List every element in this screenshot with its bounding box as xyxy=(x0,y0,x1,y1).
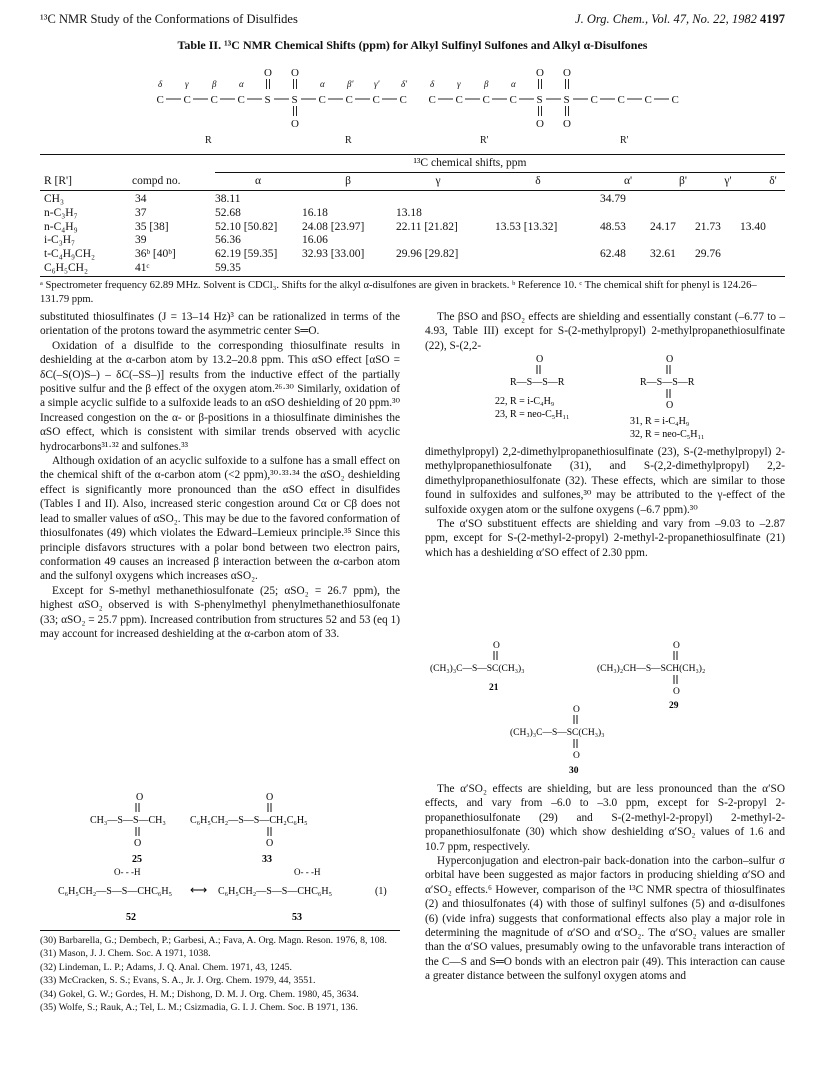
right-chain-atom-5: S xyxy=(563,94,570,106)
reference-item: (34) Gokel, G. W.; Gordes, H. M.; Dishong, D. M. J. Org. Chem. 1980, 45, 3634. xyxy=(40,988,359,1000)
label-22: 22, R = i-C₄H₉ xyxy=(495,396,555,407)
right-chain-atom-8: C xyxy=(644,94,652,106)
reference-item: (35) Wolfe, S.; Rauk, A.; Tel, L. M.; Csizmadia, G. I. J. Chem. Soc. B 1971, 136. xyxy=(40,1002,358,1014)
column-header: R [R'] xyxy=(44,175,72,187)
footnote-b: ᵇ Reference 10. xyxy=(512,280,577,291)
right-chain-o-bot-5: O xyxy=(563,118,571,130)
right-chain-o-bot-4: O xyxy=(536,118,544,130)
greek-right-2: β xyxy=(484,79,489,89)
num-53: 53 xyxy=(292,912,302,923)
table-cell: 52.10 [50.82] xyxy=(215,220,278,233)
greek-right-3: α xyxy=(511,79,516,89)
table-row-label: C₆H₅CH₂ xyxy=(44,262,88,274)
header-title: ¹³C NMR Study of the Conformations of Disulfides xyxy=(40,12,298,26)
right-paragraph-2: dimethylpropyl) 2,2-dimethylpropanethiosulfinate (23), S-(2-methylpropyl) 2-methylpropanethiosulfonate (31), and S-(2,2-dimethylpropyl) 2,2-dimethylpropanethiosulfonate (32). These effects, which are similar to those found in sulfoxides and sulfones,³⁰ may be attributed to the γ-effect of the sulfoxide oxygen atom or the sulfone oxygens (–6.7 ppm).³⁰ xyxy=(425,446,785,516)
table-cell: 36ᵇ [40ᵇ] xyxy=(135,248,176,261)
o-33-bot: O xyxy=(266,838,274,849)
reference-item: (31) Mason, J. J. Chem. Soc. A 1971, 1038. xyxy=(40,948,211,960)
column-header: α xyxy=(254,175,262,187)
num-30: 30 xyxy=(569,766,579,776)
right-chain-atom-9: C xyxy=(671,94,679,106)
table-cell: 52.68 xyxy=(215,206,241,219)
greek-left-4: α xyxy=(320,79,325,89)
page-number: 4197 xyxy=(760,12,785,26)
right-chem-22-31 xyxy=(425,352,785,442)
table-row-label: t-C₄H₉CH₂ xyxy=(44,248,96,261)
num-52: 52 xyxy=(126,912,136,923)
right-paragraph-1: The βSO and βSO₂ effects are shielding and essentially constant (–6.77 to –4.93, Table III) except for S-(2-methylpropyl) 2-methylpropanethiosulfinate (22), S-(2,2- xyxy=(425,311,785,352)
right-chain-atom-3: C xyxy=(509,94,517,106)
table-cell: 56.36 xyxy=(215,234,241,247)
table-cell: 48.53 xyxy=(600,220,626,233)
right-paragraph-5: Hyperconjugation and electron-pair back-donation into the carbon–sulfur σ orbital have been suggested as major factors in producing shielding α′SO and α′SO₂ effects.⁶ However, comparison of the ¹³C NMR spectra of thiosulfinates (2) and thiosulfonates (4) with those of sulfinyl sulfones (5) and α-disulfones (6) (vide infra) suggests that conformational effects also play a major role in determining the magnitude of α′SO and α′SO₂. The α′SO₂ values are smaller than the α′SO values, presumably owing to the unfavorable trans interaction of the C—S and S═O bonds with an electron pair (49). This interaction can cause a greater distance between the sulfonyl oxygen atoms and xyxy=(425,855,785,983)
table-cell: 39 xyxy=(135,234,147,247)
table-cell: 41ᶜ xyxy=(135,262,150,274)
num-33: 33 xyxy=(262,854,272,865)
o-25-top: O xyxy=(136,792,144,803)
table-cell: 16.18 xyxy=(302,206,328,219)
right-chain-o-top-4: O xyxy=(536,67,544,79)
column-header: compd no. xyxy=(132,175,181,187)
oh-52: O- - -H xyxy=(114,867,141,877)
left-chain-atom-9: C xyxy=(399,94,407,106)
column-header: α' xyxy=(623,175,633,187)
column-header: δ' xyxy=(769,175,777,187)
o-25-bot: O xyxy=(134,838,142,849)
table-cell: 21.73 xyxy=(695,220,721,233)
right-chain-atom-6: C xyxy=(590,94,598,106)
left-chain-atom-6: C xyxy=(318,94,326,106)
right-chain-atom-2: C xyxy=(482,94,490,106)
mol-29: (CH₃)₂CH—S—SCH(CH₃)₂ xyxy=(597,664,706,674)
left-chain-atom-3: C xyxy=(237,94,245,106)
table-cell: 37 xyxy=(135,206,147,219)
table-cell: 35 [38] xyxy=(135,220,169,233)
header-journal: J. Org. Chem., Vol. 47, No. 22, 1982 4197 xyxy=(575,12,785,26)
resonance-arrow: ⟷ xyxy=(190,883,208,897)
footnote-a: ᵃ Spectrometer frequency 62.89 MHz. Solvent is CDCl₃. Shifts for the alkyl α-disulfones are given in brackets. xyxy=(40,280,510,291)
table-cell: 24.08 [23.97] xyxy=(302,220,365,233)
eq-number: (1) xyxy=(375,886,387,897)
left-chain-atom-2: C xyxy=(210,94,218,106)
right-chain-atom-7: C xyxy=(617,94,625,106)
left-chain-atom-0: C xyxy=(156,94,164,106)
label-31: 31, R = i-C₄H₉ xyxy=(630,416,690,427)
column-header: β xyxy=(345,175,351,187)
running-header xyxy=(40,12,785,30)
right-chem-21-29-30 xyxy=(425,638,785,776)
left-chain-atom-8: C xyxy=(372,94,380,106)
greek-right-0: δ xyxy=(430,79,435,89)
greek-left-7: δ' xyxy=(401,79,408,89)
footnote-c: ᶜ The chemical shift for phenyl is 124.26–131.79 ppm. xyxy=(40,280,757,305)
greek-left-3: α xyxy=(239,79,244,89)
o-33-top: O xyxy=(266,792,274,803)
table-cell: 13.18 xyxy=(396,206,422,219)
greek-left-1: γ xyxy=(185,79,189,89)
right-chem-svg-2 xyxy=(425,638,785,776)
o-30-bot: O xyxy=(573,751,580,761)
greek-left-2: β xyxy=(212,79,217,89)
o-31-top: O xyxy=(666,354,674,365)
group-header: ¹³C chemical shifts, ppm xyxy=(413,157,527,169)
label-32: 32, R = neo-C₅H₁₁ xyxy=(630,429,705,440)
greek-left-6: γ' xyxy=(374,79,380,89)
greek-right-1: γ xyxy=(457,79,461,89)
right-column-top xyxy=(425,310,785,353)
table-cell: 13.53 [13.32] xyxy=(495,220,558,233)
column-header: γ xyxy=(435,175,441,187)
table-row-label: n-C₄H₉ xyxy=(44,220,78,233)
left-paragraph-2: Oxidation of a disulfide to the corresponding thiosulfinate results in deshielding at the α-carbon atom by 13.2–20.8 ppm. This αSO effect [αSO = δC(–S(O)S–) – δC(–SS–)] results from the inductive effect of the partially positive sulfur and the β effect of the oxygen atom.²⁶·³⁰ Similarly, oxidation of a simple acyclic sulfide to a sulfoxide leads to an αSO deshielding of 20 ppm.³⁰ Increased congestion on the α- or β-positions in a thiosulfinate diminishes the αSO effect, which is consistent with similar trends observed with acyclic hydrocarbons³¹·³² and sulfones.³³ xyxy=(40,339,400,453)
struct-label-r1: R xyxy=(205,135,212,146)
data-table xyxy=(40,154,785,274)
left-chain-o-top-4: O xyxy=(264,67,272,79)
table-cell: 34 xyxy=(135,193,147,205)
reference-item: (33) McCracken, S. S.; Evans, S. A., Jr. J. Org. Chem. 1979, 44, 3551. xyxy=(40,975,316,987)
table-cell: 16.06 xyxy=(302,234,328,247)
structure-diagrams xyxy=(40,55,785,155)
right-chain-atom-0: C xyxy=(428,94,436,106)
table-structures xyxy=(40,55,785,155)
num-25: 25 xyxy=(132,854,142,865)
o-29-top: O xyxy=(673,641,680,651)
table-cell: 29.96 [29.82] xyxy=(396,248,459,261)
left-chem-figures xyxy=(40,790,400,925)
oh-53: O- - -H xyxy=(294,867,321,877)
table-cell: 22.11 [21.82] xyxy=(396,220,458,233)
right-chain-o-top-5: O xyxy=(563,67,571,79)
mol-25: CH₃—S—S—CH₃ xyxy=(90,815,166,826)
column-header: β' xyxy=(679,175,687,187)
table-cell: 24.17 xyxy=(650,220,676,233)
right-chain-atom-1: C xyxy=(455,94,463,106)
greek-left-5: β' xyxy=(347,79,354,89)
table-cell: 13.40 xyxy=(740,220,766,233)
mol-52: C₆H₅CH₂—S—S—CHC₆H₅ xyxy=(58,886,173,897)
table-cell: 34.79 xyxy=(600,193,626,205)
o-29-bot: O xyxy=(673,687,680,697)
right-column-mid xyxy=(425,445,785,560)
column-header: δ xyxy=(535,175,541,187)
left-chain-atom-7: C xyxy=(345,94,353,106)
reference-item: (30) Barbarella, G.; Dembech, P.; Garbesi, A.; Fava, A. Org. Magn. Reson. 1976, 8, 108. xyxy=(40,935,388,946)
mol-21: (CH₃)₃C—S—SC(CH₃)₃ xyxy=(430,664,525,674)
mol-30: (CH₃)₃C—S—SC(CH₃)₃ xyxy=(510,728,605,738)
left-chain-o-bot-5: O xyxy=(291,118,299,130)
table-cell: 38.11 xyxy=(215,193,241,205)
table-cell: 32.61 xyxy=(650,248,676,261)
left-chain-atom-5: S xyxy=(291,94,298,106)
right-chem-svg-1 xyxy=(425,352,785,442)
right-paragraph-4: The α′SO₂ effects are shielding, but are less pronounced than the α′SO effects, and vary from –6.0 to –3.0 ppm, except for S-2-propyl 2-propanethiosulfonate (29) and S-(2-methyl-2-propyl) 2-methyl-2-propanethiosulfonate (30) which show deshielding α′SO₂ values of 1.6 and 10.7 ppm, respectively. xyxy=(425,783,785,853)
table-cell: 29.76 xyxy=(695,248,721,261)
left-chain-o-top-5: O xyxy=(291,67,299,79)
reference-item: (32) Lindeman, L. P.; Adams, J. Q. Anal. Chem. 1971, 43, 1245. xyxy=(40,961,292,973)
table-row-label: n-C₃H₇ xyxy=(44,206,78,219)
table-cell: 62.19 [59.35] xyxy=(215,248,278,261)
references xyxy=(40,930,400,1015)
table-footnotes xyxy=(40,279,785,306)
left-paragraph-3: Although oxidation of an acyclic sulfoxide to a sulfone has a small effect on the chemical shift of the α-carbon atom (<2 ppm),³⁰·³³·³⁴ the αSO₂ deshielding effect is significantly more pronounced than the αSO effect in disulfides (Tables I and II). Also, increased steric congestion around Cα or Cβ does not lead to smaller values of αSO₂. This may be due to the favored conformation of thiosulfonates (49) which violates the Edward–Lemieux principle.³⁵ Since this principle disfavors structures with a polar bond between two electron pairs, conformation 49 causes an increased β interaction between the α-carbon atom and the sulfonyl oxygens which increases αSO₂. xyxy=(40,455,400,583)
table-row-label: CH₃ xyxy=(44,193,64,205)
greek-left-0: δ xyxy=(158,79,163,89)
table-row-label: i-C₃H₇ xyxy=(44,234,76,247)
right-chain-atom-4: S xyxy=(536,94,543,106)
o-22-top: O xyxy=(536,354,544,365)
left-column xyxy=(40,310,400,641)
mol-31: R—S—S—R xyxy=(640,377,695,388)
label-23: 23, R = neo-C₅H₁₁ xyxy=(495,409,570,420)
struct-label-r2: R xyxy=(345,135,352,146)
struct-label-r3: R' xyxy=(480,135,489,146)
num-21: 21 xyxy=(489,683,499,693)
mol-53: C₆H₅CH₂—S—S—CHC₆H₅ xyxy=(218,886,333,897)
num-29: 29 xyxy=(669,701,679,711)
o-30-top: O xyxy=(573,705,580,715)
table-cell: 32.93 [33.00] xyxy=(302,248,365,261)
table-cell: 62.48 xyxy=(600,248,626,261)
mol-22: R—S—S—R xyxy=(510,377,565,388)
right-column-bottom xyxy=(425,782,785,984)
column-header: γ' xyxy=(724,175,732,187)
table-cell: 59.35 xyxy=(215,262,241,274)
right-paragraph-3: The α′SO substituent effects are shielding and vary from –9.03 to –2.87 ppm, except for S-(2-methyl-2-propyl) 2-methyl-2-propanethiosulfinate (21) which has a deshielding α′SO effect of 2.30 ppm. xyxy=(425,518,785,559)
left-paragraph-4: Except for S-methyl methanethiosulfonate (25; αSO₂ = 26.7 ppm), the highest αSO₂ observed is with S-phenylmethyl phenylmethanethiosulfonate (33; αSO₂ = 25.7 ppm). Increased contribution from structures 52 and 53 (eq 1) may account for increased deshielding at the α-carbon atom of 33. xyxy=(40,584,400,640)
left-chain-atom-1: C xyxy=(183,94,191,106)
table-caption: Table II. ¹³C NMR Chemical Shifts (ppm) for Alkyl Sulfinyl Sulfones and Alkyl α-Disulfones xyxy=(177,38,648,52)
left-paragraph-1: substituted thiosulfinates (J = 13–14 Hz)³ can be rationalized in terms of the orientation of the protons toward the asymmetric center S═O. xyxy=(40,311,400,338)
mol-33: C₆H₅CH₂—S—S—CH₂C₆H₅ xyxy=(190,815,308,826)
left-chain-atom-4: S xyxy=(264,94,271,106)
struct-label-r4: R' xyxy=(620,135,629,146)
o-31-bot: O xyxy=(666,400,674,411)
o-21-top: O xyxy=(493,641,500,651)
left-chem-svg xyxy=(40,790,400,925)
